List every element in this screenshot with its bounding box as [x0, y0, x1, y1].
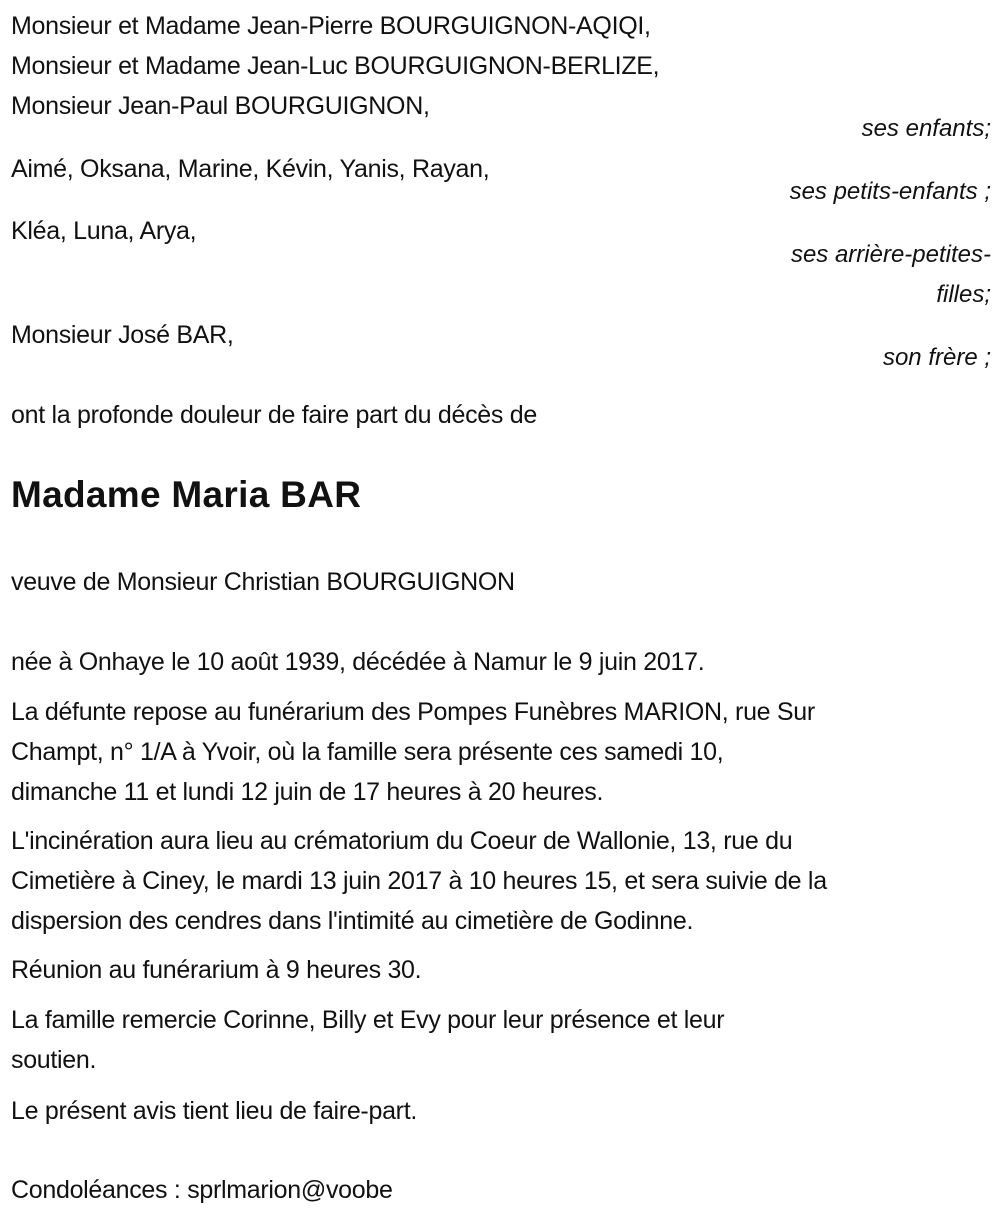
condolences-label: Condoléances :	[11, 1176, 188, 1204]
thanks-line-1: La famille remercie Corinne, Billy et Evy pour leur présence et leur	[11, 1006, 725, 1034]
family-children-line-2: Monsieur et Madame Jean-Luc BOURGUIGNON-BERLIZE,	[11, 52, 660, 80]
faire-part-notice: Le présent avis tient lieu de faire-part.	[11, 1097, 417, 1125]
announcement-text: ont la profonde douleur de faire part du décès de	[11, 401, 537, 429]
cremation-paragraph	[11, 821, 996, 941]
meeting-info: Réunion au funérarium à 9 heures 30.	[11, 956, 422, 984]
cremation-line-2: Cimetière à Ciney, le mardi 13 juin 2017 à 10 heures 15, et sera suivie de la	[11, 867, 827, 895]
relation-brother: son frère ;	[882, 344, 991, 371]
funerarium-paragraph	[11, 692, 996, 812]
family-grandchildren: Aimé, Oksana, Marine, Kévin, Yanis, Rayan,	[11, 155, 490, 183]
birth-death-dates: née à Onhaye le 10 août 1939, décédée à Namur le 9 juin 2017.	[11, 648, 705, 676]
funerarium-line-1: La défunte repose au funérarium des Pompes Funèbres MARION, rue Sur	[11, 698, 815, 726]
cremation-line-1: L'incinération aura lieu au crématorium du Coeur de Wallonie, 13, rue du	[11, 827, 793, 855]
family-children-line-1: Monsieur et Madame Jean-Pierre BOURGUIGNON-AQIQI,	[11, 12, 651, 40]
widow-of: veuve de Monsieur Christian BOURGUIGNON	[11, 568, 515, 596]
relation-children: ses enfants;	[861, 115, 991, 142]
deceased-name: Madame Maria BAR	[11, 474, 362, 515]
relation-great-grandchildren-line-2: filles;	[936, 281, 991, 308]
thanks-paragraph	[11, 1000, 996, 1080]
condolences-email[interactable]: sprlmarion@voobe	[187, 1176, 393, 1204]
thanks-line-2: soutien.	[11, 1046, 97, 1074]
relation-grandchildren: ses petits-enfants ;	[789, 178, 991, 205]
family-brother: Monsieur José BAR,	[11, 321, 234, 349]
relation-great-grandchildren-line-1: ses arrière-petites-	[790, 241, 991, 268]
family-great-grandchildren: Kléa, Luna, Arya,	[11, 217, 197, 245]
funerarium-line-2: Champt, n° 1/A à Yvoir, où la famille sera présente ces samedi 10,	[11, 738, 724, 766]
family-children-line-3: Monsieur Jean-Paul BOURGUIGNON,	[11, 92, 430, 120]
funerarium-line-3: dimanche 11 et lundi 12 juin de 17 heures à 20 heures.	[11, 778, 604, 806]
condolences	[11, 1170, 393, 1210]
cremation-line-3: dispersion des cendres dans l'intimité au cimetière de Godinne.	[11, 907, 694, 935]
